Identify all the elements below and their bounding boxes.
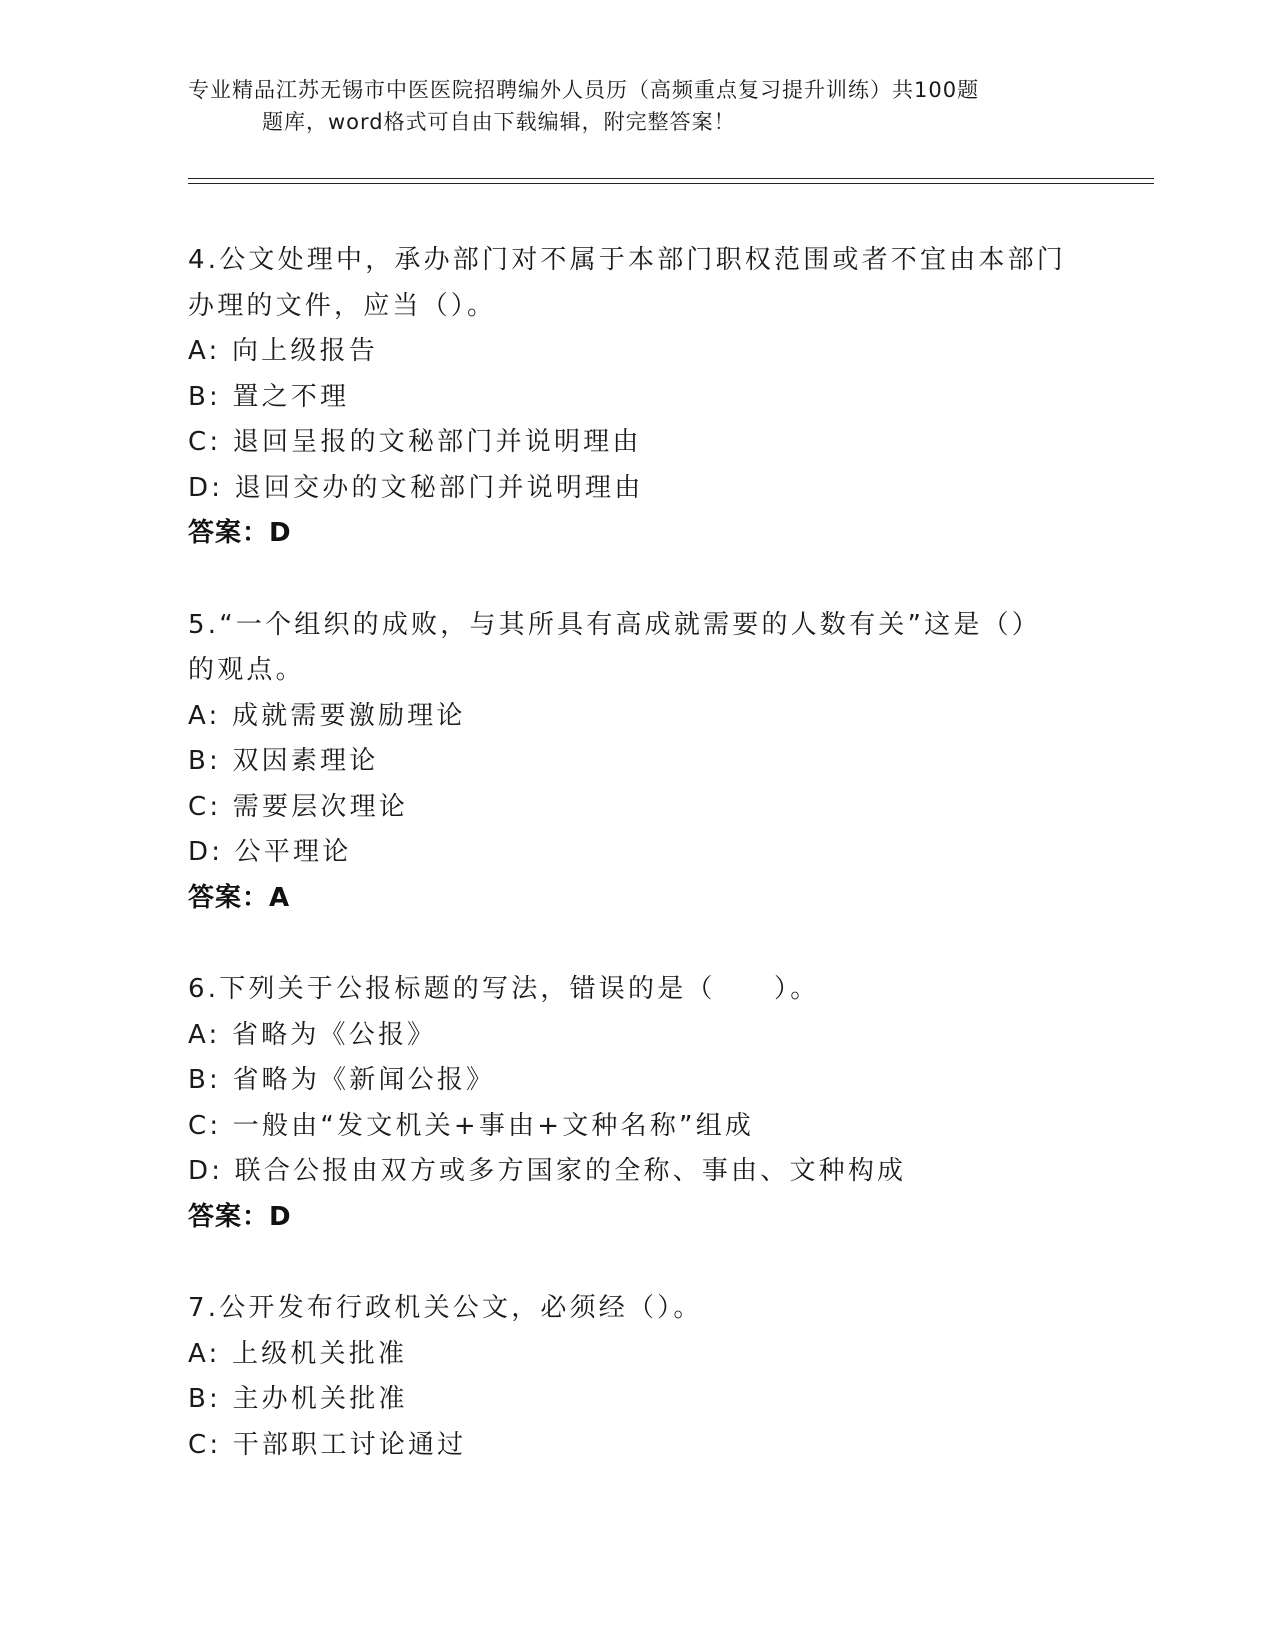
question-7	[188, 1286, 1068, 1468]
question-stem-line: 办理的文件，应当（）。	[188, 290, 497, 321]
option-b: B: 置之不理	[188, 381, 350, 412]
option-b: B: 双因素理论	[188, 746, 379, 776]
document-header	[188, 74, 1088, 138]
header-divider-top	[188, 178, 1154, 179]
question-stem-line: 5.“一个组织的成败，与其所具有高成就需要的人数有关”这是（）	[188, 609, 1041, 640]
option-d: D: 联合公报由双方或多方国家的全称、事由、文种构成	[188, 1156, 907, 1186]
option-d: D: 公平理论	[188, 837, 352, 867]
header-title-line-2: 题库，word格式可自由下载编辑，附完整答案！	[262, 110, 736, 134]
option-b: B: 主办机关批准	[188, 1384, 408, 1414]
question-stem-line: 的观点。	[188, 655, 305, 685]
option-c: C: 干部职工讨论通过	[188, 1429, 467, 1460]
option-d: D: 退回交办的文秘部门并说明理由	[188, 472, 644, 503]
option-a: A: 省略为《公报》	[188, 1019, 437, 1050]
option-a: A: 上级机关批准	[188, 1338, 408, 1369]
question-stem-line: 4.公文处理中，承办部门对不属于本部门职权范围或者不宜由本部门	[188, 245, 1067, 275]
question-list	[188, 238, 1068, 1514]
question-stem-line: 7.公开发布行政机关公文，必须经（）。	[188, 1293, 703, 1323]
question-stem-line: 6.下列关于公报标题的写法，错误的是（ ）。	[188, 974, 820, 1004]
question-5	[188, 603, 1068, 922]
answer-line: 答案：D	[188, 1201, 292, 1232]
option-a: A: 向上级报告	[188, 336, 378, 366]
header-divider-bottom	[188, 183, 1154, 184]
option-b: B: 省略为《新闻公报》	[188, 1065, 496, 1095]
answer-line: 答案：A	[188, 882, 291, 913]
question-6	[188, 967, 1068, 1240]
option-c: C: 退回呈报的文秘部门并说明理由	[188, 427, 642, 457]
answer-line: 答案：D	[188, 518, 292, 548]
question-4	[188, 238, 1068, 557]
option-c: C: 需要层次理论	[188, 791, 408, 822]
option-a: A: 成就需要激励理论	[188, 700, 466, 731]
option-c: C: 一般由“发文机关+事由+文种名称”组成	[188, 1110, 755, 1141]
header-title-line-1: 专业精品江苏无锡市中医医院招聘编外人员历（高频重点复习提升训练）共100题	[188, 78, 980, 102]
